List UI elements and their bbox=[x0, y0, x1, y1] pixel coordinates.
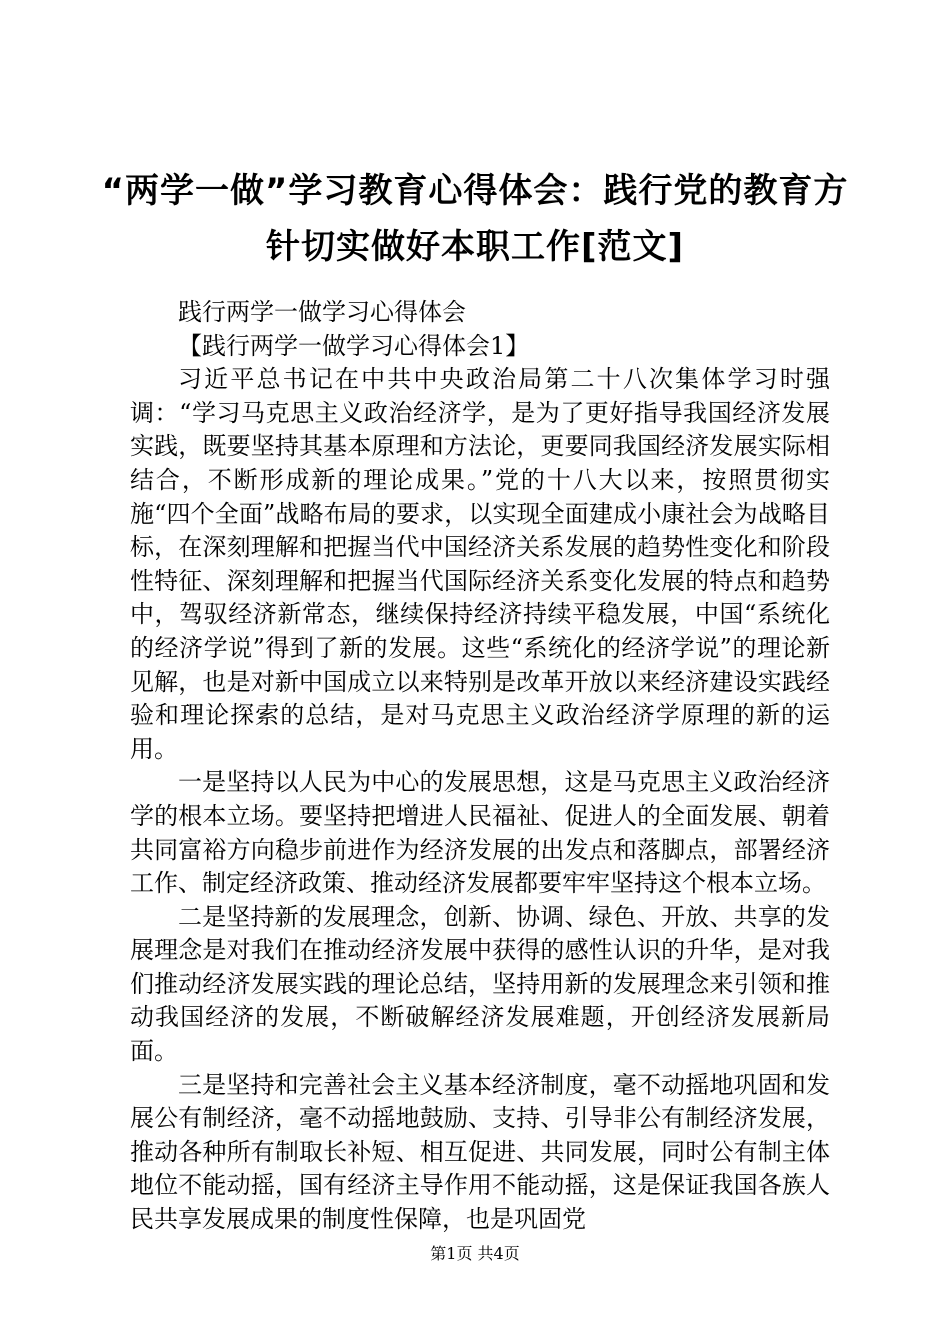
body-paragraph: 一是坚持以人民为中心的发展思想，这是马克思主义政治经济学的根本立场。要坚持把增进人民福祉、促进人的全面发展、朝着共同富裕方向稳步前进作为经济发展的出发点和落脚点，部署经济工作、制定经济政策、推动经济发展都要牢牢坚持这个根本立场。 bbox=[130, 768, 830, 898]
document-subtitle: 践行两学一做学习心得体会 bbox=[178, 298, 466, 326]
document-title: “两学一做”学习教育心得体会：践行党的教育方针切实做好本职工作[范文] bbox=[101, 171, 849, 267]
body-paragraph: 三是坚持和完善社会主义基本经济制度，毫不动摇地巩固和发展公有制经济，毫不动摇地鼓励、支持、引导非公有制经济发展，推动各种所有制取长补短、相互促进、共同发展，同时公有制主体地位不能动摇，国有经济主导作用不能动摇，这是保证我国各族人民共享发展成果的制度性保障，也是巩固党 bbox=[130, 1070, 830, 1234]
body-paragraph: 二是坚持新的发展理念，创新、协调、绿色、开放、共享的发展理念是对我们在推动经济发展中获得的感性认识的升华，是对我们推动经济发展实践的理论总结，坚持用新的发展理念来引领和推动我国经济的发展，不断破解经济发展难题，开创经济发展新局面。 bbox=[130, 902, 830, 1066]
section-heading: 【践行两学一做学习心得体会1】 bbox=[178, 331, 530, 360]
page-number-footer: 第1页 共4页 bbox=[430, 1244, 520, 1263]
body-paragraph: 习近平总书记在中共中央政治局第二十八次集体学习时强调：“学习马克思主义政治经济学，是为了更好指导我国经济发展实践，既要坚持其基本原理和方法论，更要同我国经济发展实际相结合，不断形成新的理论成果。”党的十八大以来，按照贯彻实施“四个全面”战略布局的要求，以实现全面建成小康社会为战略目标，在深刻理解和把握当代中国经济关系发展的趋势性变化和阶段性特征、深刻理解和把握当代国际经济关系变化发展的特点和趋势中，驾驭经济新常态，继续保持经济持续平稳发展，中国“系统化的经济学说”得到了新的发展。这些“系统化的经济学说”的理论新见解，也是对新中国成立以来特别是改革开放以来经济建设实践经验和理论探索的总结，是对马克思主义政治经济学原理的新的运用。 bbox=[130, 365, 830, 763]
document-body bbox=[130, 296, 830, 1237]
